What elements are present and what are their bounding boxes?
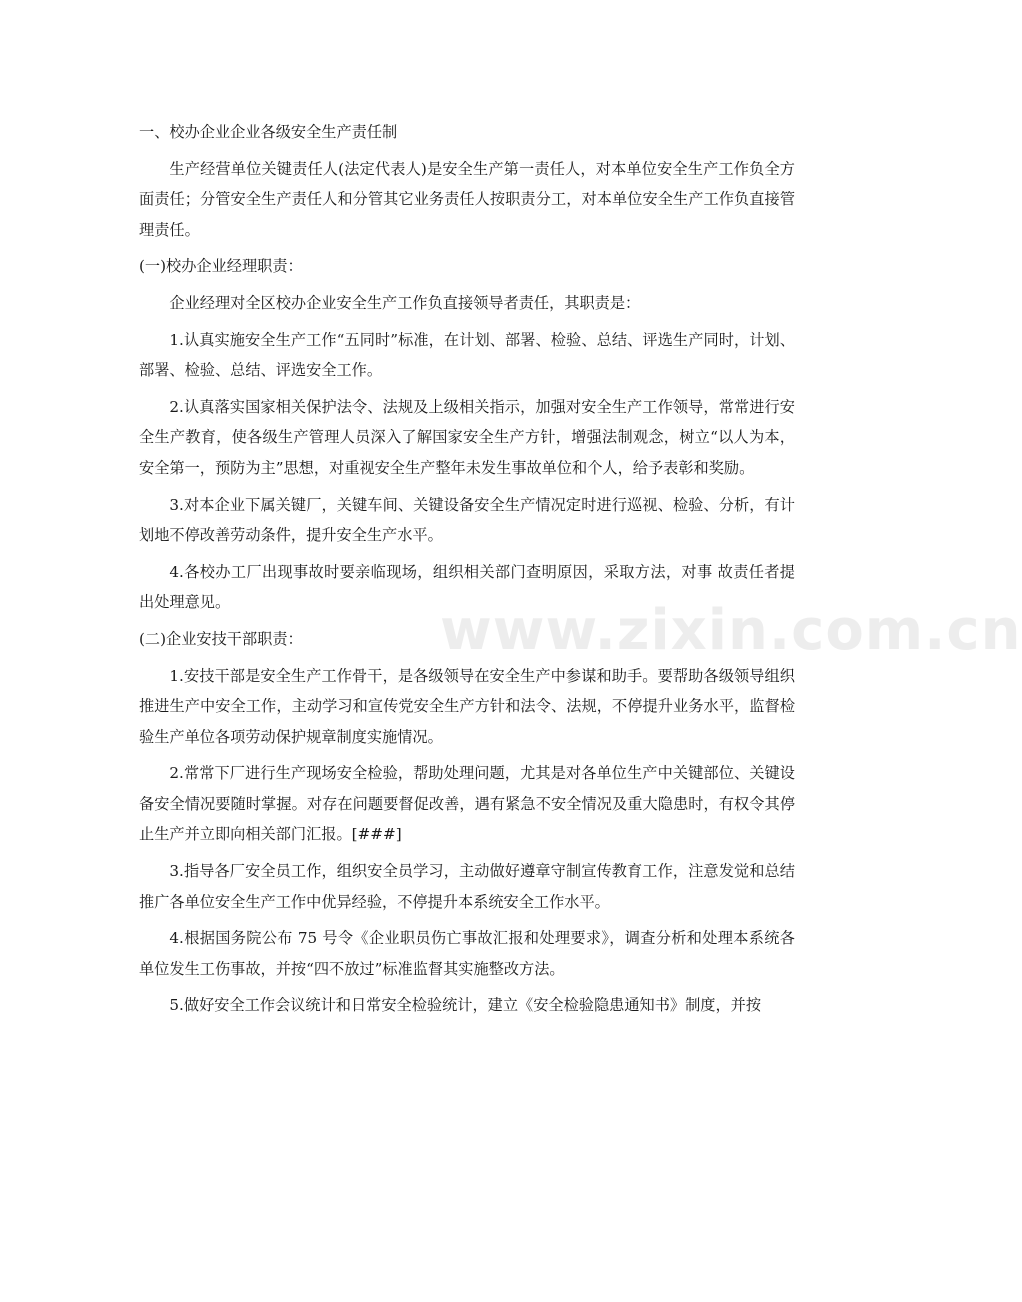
watermark: www.zixin.com.cn: [440, 598, 1022, 663]
list-item: 4.根据国务院公布 75 号令《企业职员伤亡事故汇报和处理要求》，调查分析和处理本系统各单位发生工伤事故，并按“四不放过”标准监督其实施整改方法。: [139, 929, 795, 978]
list-item: 2.常常下厂进行生产现场安全检验，帮助处理问题，尤其是对各单位生产中关键部位、关键设备安全情况要随时掌握。对存在问题要督促改善，遇有紧急不安全情况及重大隐患时，有权令其停止生产并立即向相关部门汇报。[###]: [139, 764, 795, 844]
list-item: 3.对本企业下属关键厂，关键车间、关键设备安全生产情况定时进行巡视、检验、分析，有计划地不停改善劳动条件，提升安全生产水平。: [139, 495, 795, 545]
list-item: 3.指导各厂安全员工作，组织安全员学习，主动做好遵章守制宣传教育工作，注意发觉和总结推广各单位安全生产工作中优异经验，不停提升本系统安全工作水平。: [139, 862, 795, 911]
list-item: 1.安技干部是安全生产工作骨干，是各级领导在安全生产中参谋和助手。要帮助各级领导组织推进生产中安全工作，主动学习和宣传党安全生产方针和法令、法规，不停提升业务水平，监督检验生产单位各项劳动保护规章制度实施情况。: [139, 666, 795, 746]
subsection-heading: (二)企业安技干部职责：: [139, 629, 303, 648]
paragraph: 生产经营单位关键责任人(法定代表人)是安全生产第一责任人，对本单位安全生产工作负全方面责任；分管安全生产责任人和分管其它业务责任人按职责分工，对本单位安全生产工作负直接管理责任。: [139, 159, 795, 239]
list-item: 2.认真落实国家相关保护法令、法规及上级相关指示，加强对安全生产工作领导，常常进行安全生产教育，使各级生产管理人员深入了解国家安全生产方针，增强法制观念，树立“以人为本，安全第一，预防为主”思想，对重视安全生产整年未发生事故单位和个人，给予表彰和奖励。: [139, 397, 795, 477]
list-item: 1.认真实施安全生产工作“五同时”标准，在计划、部署、检验、总结、评选生产同时，计划、部署、检验、总结、评选安全工作。: [139, 330, 795, 380]
section-heading: 一、校办企业企业各级安全生产责任制: [139, 123, 398, 141]
list-item: 4.各校办工厂出现事故时要亲临现场，组织相关部门查明原因，采取方法，对事 故责任者提出处理意见。: [139, 562, 795, 612]
paragraph: 企业经理对全区校办企业安全生产工作负直接领导者责任，其职责是：: [169, 293, 641, 312]
list-item: 5.做好安全工作会议统计和日常安全检验统计，建立《安全检验隐患通知书》制度，并按: [169, 996, 762, 1015]
subsection-heading: (一)校办企业经理职责：: [139, 257, 303, 276]
document-body: [139, 117, 795, 1027]
